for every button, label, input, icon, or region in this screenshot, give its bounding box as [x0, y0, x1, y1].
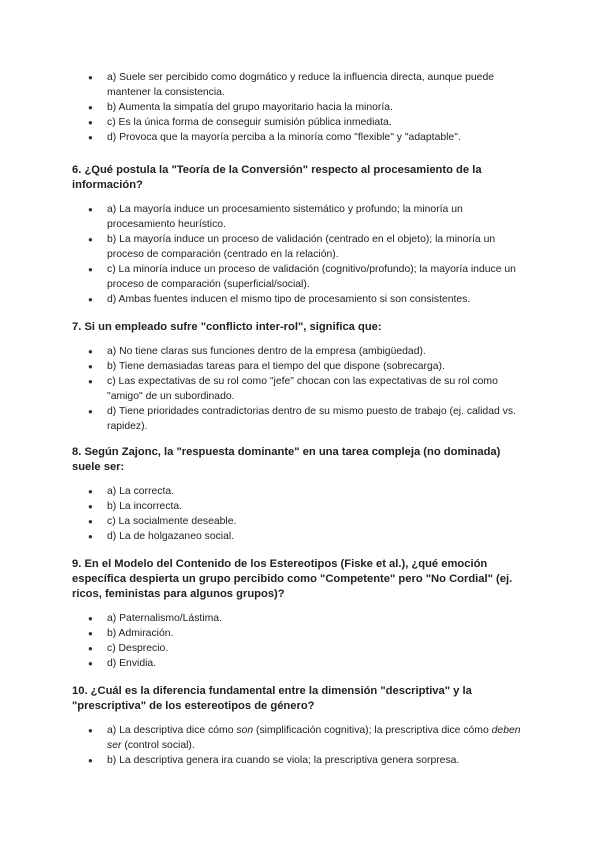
option-d: ● d) Provoca que la mayoría perciba a la minoría como "flexible" y "adaptable". [72, 130, 532, 145]
option-emphasis: deben ser [107, 725, 521, 751]
option-b: ● b) La incorrecta. [72, 499, 532, 514]
option-list [72, 344, 532, 434]
question-title: 9. En el Modelo del Contenido de los Estereotipos (Fiske et al.), ¿qué emoción específica despierta un grupo percibido como "Competente" pero "No Cordial" (ej. ricos, feministas para algunos grupos)? [72, 558, 513, 600]
option-b: ● b) Admiración. [72, 626, 532, 641]
option-c: ● c) La minoría induce un proceso de validación (cognitivo/profundo); la mayoría induce un proceso de comparación (superficial/social). [72, 262, 532, 292]
option-text: (control social). [121, 740, 195, 751]
option-c: ● c) La socialmente deseable. [72, 514, 532, 529]
option-emphasis: son [236, 725, 254, 736]
question-8 [72, 445, 532, 544]
option-a: ● a) La mayoría induce un procesamiento sistemático y profundo; la minoría un procesamiento heurístico. [72, 202, 532, 232]
option-c: ● c) Las expectativas de su rol como "jefe" chocan con las expectativas de su rol como "amigo" de un subordinado. [72, 374, 532, 404]
question-6 [72, 163, 532, 307]
option-list [72, 611, 532, 671]
option-text: (simplificación cognitiva); la prescriptiva dice cómo [253, 725, 492, 736]
option-a: ● a) La correcta. [72, 484, 532, 499]
option-list [72, 723, 532, 768]
option-list [72, 484, 532, 544]
question-title: 7. Si un empleado sufre "conflicto inter-rol", significa que: [72, 321, 382, 333]
option-a: ● a) No tiene claras sus funciones dentro de la empresa (ambigüedad). [72, 344, 532, 359]
option-b: ● b) Tiene demasiadas tareas para el tiempo del que dispone (sobrecarga). [72, 359, 532, 374]
option-c: ● c) Es la única forma de conseguir sumisión pública inmediata. [72, 115, 532, 130]
option-d: ● d) Ambas fuentes inducen el mismo tipo de procesamiento si son consistentes. [72, 292, 532, 307]
option-a: ● a) Suele ser percibido como dogmático y reduce la influencia directa, aunque puede mantener la consistencia. [72, 70, 532, 100]
option-d: ● d) Tiene prioridades contradictorias dentro de su mismo puesto de trabajo (ej. calidad vs. rapidez). [72, 404, 532, 434]
option-d: ● d) Envidia. [72, 656, 532, 671]
question-title: 10. ¿Cuál es la diferencia fundamental entre la dimensión "descriptiva" y la "prescriptiva" de los estereotipos de género? [72, 685, 472, 712]
option-list [72, 70, 532, 145]
option-b: ● b) La descriptiva genera ira cuando se viola; la prescriptiva genera sorpresa. [72, 753, 532, 768]
question-title: 6. ¿Qué postula la "Teoría de la Conversión" respecto al procesamiento de la información? [72, 164, 482, 191]
question-title: 8. Según Zajonc, la "respuesta dominante" en una tarea compleja (no dominada) suele ser: [72, 446, 501, 473]
question-5-options [72, 70, 532, 145]
option-c: ● c) Desprecio. [72, 641, 532, 656]
option-a: ● a) Paternalismo/Lástima. [72, 611, 532, 626]
option-d: ● d) La de holgazaneo social. [72, 529, 532, 544]
option-b: ● b) Aumenta la simpatía del grupo mayoritario hacia la minoría. [72, 100, 532, 115]
option-a [72, 723, 532, 753]
question-7 [72, 320, 532, 434]
option-list [72, 202, 532, 307]
option-text: a) La descriptiva dice cómo [107, 725, 237, 736]
question-9 [72, 557, 532, 671]
option-b: ● b) La mayoría induce un proceso de validación (centrado en el objeto); la minoría un proceso de comparación (centrado en la relación). [72, 232, 532, 262]
question-10 [72, 684, 532, 768]
